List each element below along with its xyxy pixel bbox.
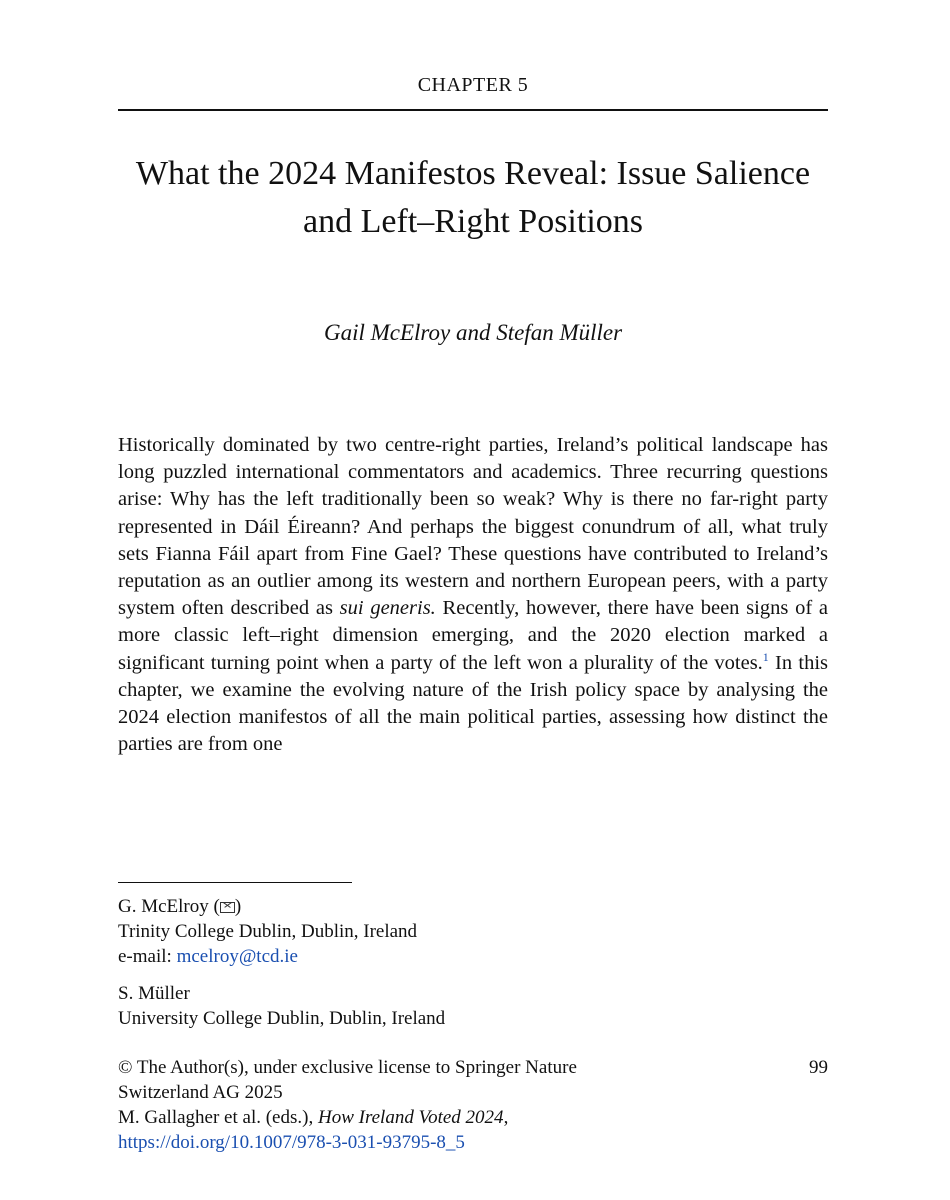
book-page [118,0,828,1200]
book-title: How Ireland Voted 2024 [317,1107,504,1128]
author-1-name-close: ) [234,896,242,917]
author-1-name-line [118,894,828,919]
copyright-line-2: Switzerland AG 2025 [118,1082,283,1103]
chapter-title: What the 2024 Manifestos Reveal: Issue Salience and Left–Right Positions [135,155,811,240]
body-paragraph [118,432,828,758]
footnote-divider [118,882,352,883]
italic-phrase: sui generis. [339,597,436,620]
citation-suffix: , [503,1107,509,1128]
footnote-marker[interactable]: 1 [762,649,769,664]
body-text-part-3: In this chapter, we examine the evolving nature of the Irish policy space by analysing the 2024 election manifestos of all the main political parties, assessing how distinct the parties are from one [118,651,828,756]
author-1-name: G. McElroy ( [118,896,220,917]
copyright-line-1: © The Author(s), under exclusive license to Springer Nature [118,1057,577,1078]
author-affiliation-1 [118,894,828,969]
chapter-divider [118,109,828,111]
email-link[interactable]: mcelroy@tcd.ie [176,946,298,967]
citation-prefix: M. Gallagher et al. (eds.), [118,1107,318,1128]
email-label: e-mail: [118,946,177,967]
chapter-authors: Gail McElroy and Stefan Müller [323,320,623,345]
author-1-email-line [118,944,828,969]
page-number: 99 [809,1057,828,1078]
author-2-institution: University College Dublin, Dublin, Ireland [118,1008,446,1029]
copyright-notice [118,1055,738,1155]
body-text-part-2: Recently, however, there have been signs of a more classic left–right dimension emerging, and the 2020 election marked a significant turning point when a party of the left won a plurality of the votes. [118,597,828,674]
doi-link[interactable]: https://doi.org/10.1007/978-3-031-93795-8_5 [118,1132,465,1153]
chapter-label: CHAPTER 5 [417,74,529,96]
envelope-icon [220,902,235,913]
body-text-part-1: Historically dominated by two centre-right parties, Ireland’s political landscape has long puzzled international commentators and academics. Three recurring questions arise: Why has the left traditionally been so weak? Why is there no far-right party represented in Dáil Éireann? And perhaps the biggest conundrum of all, what truly sets Fianna Fáil apart from Fine Gael? These questions have contributed to Ireland’s reputation as an outlier among its western and northern European peers, with a party system often described as [118,434,828,620]
author-affiliation-2 [118,981,828,1031]
author-2-name: S. Müller [118,983,190,1004]
citation-line [118,1105,738,1130]
author-1-institution: Trinity College Dublin, Dublin, Ireland [118,921,418,942]
